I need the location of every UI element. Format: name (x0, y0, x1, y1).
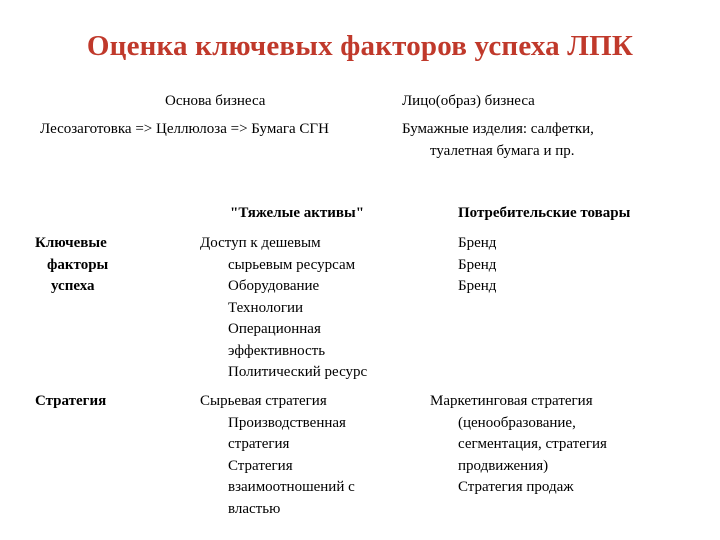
key-factors-label (35, 233, 175, 298)
strategy-label: Стратегия (35, 393, 107, 409)
face-line: туалетная бумага и пр. (430, 142, 575, 159)
list-item: Доступ к дешевым (200, 235, 321, 251)
business-face-description (402, 119, 692, 162)
list-item: продвижения) (458, 457, 549, 474)
strategy-heavy-assets (200, 391, 410, 520)
list-item: стратегия (228, 436, 290, 452)
consumer-goods-heading: Потребительские товары (458, 205, 631, 221)
strategy-consumer-goods (430, 391, 690, 499)
list-item: Стратегия (228, 457, 293, 474)
header-business-face: Лицо(образ) бизнеса (402, 93, 535, 109)
list-item: властью (228, 500, 281, 517)
key-factors-heavy-assets (200, 233, 410, 384)
list-item: Политический ресурс (228, 364, 368, 380)
business-basis-chain: Лесозаготовка => Целлюлоза => Бумага СГН (40, 121, 329, 137)
key-factors-label-line: факторы (47, 256, 109, 273)
page-title: Оценка ключевых факторов успеха ЛПК (86, 30, 634, 62)
list-item: Бренд (458, 256, 497, 273)
list-item: Технологии (228, 299, 304, 316)
face-line: Бумажные изделия: салфетки, (402, 121, 594, 137)
list-item: Сырьевая стратегия (200, 393, 327, 409)
heavy-assets-heading: "Тяжелые активы" (230, 205, 365, 221)
list-item: Производственная (228, 414, 346, 431)
list-item: Операционная (228, 321, 321, 337)
list-item: (ценообразование, (458, 414, 576, 431)
list-item: Оборудование (228, 278, 320, 294)
list-item: Бренд (458, 235, 497, 251)
list-item: взаимоотношений с (228, 479, 355, 495)
list-item: Бренд (458, 278, 497, 294)
list-item: Стратегия продаж (458, 479, 574, 495)
list-item: эффективность (228, 342, 326, 359)
list-item: Маркетинговая стратегия (430, 393, 593, 409)
key-factors-label-line: Ключевые (35, 235, 107, 251)
key-factors-consumer-goods (430, 233, 680, 298)
key-factors-label-line: успеха (51, 278, 95, 294)
header-business-basis: Основа бизнеса (165, 93, 266, 109)
list-item: сегментация, стратегия (458, 436, 607, 452)
list-item: сырьевым ресурсам (228, 256, 356, 273)
